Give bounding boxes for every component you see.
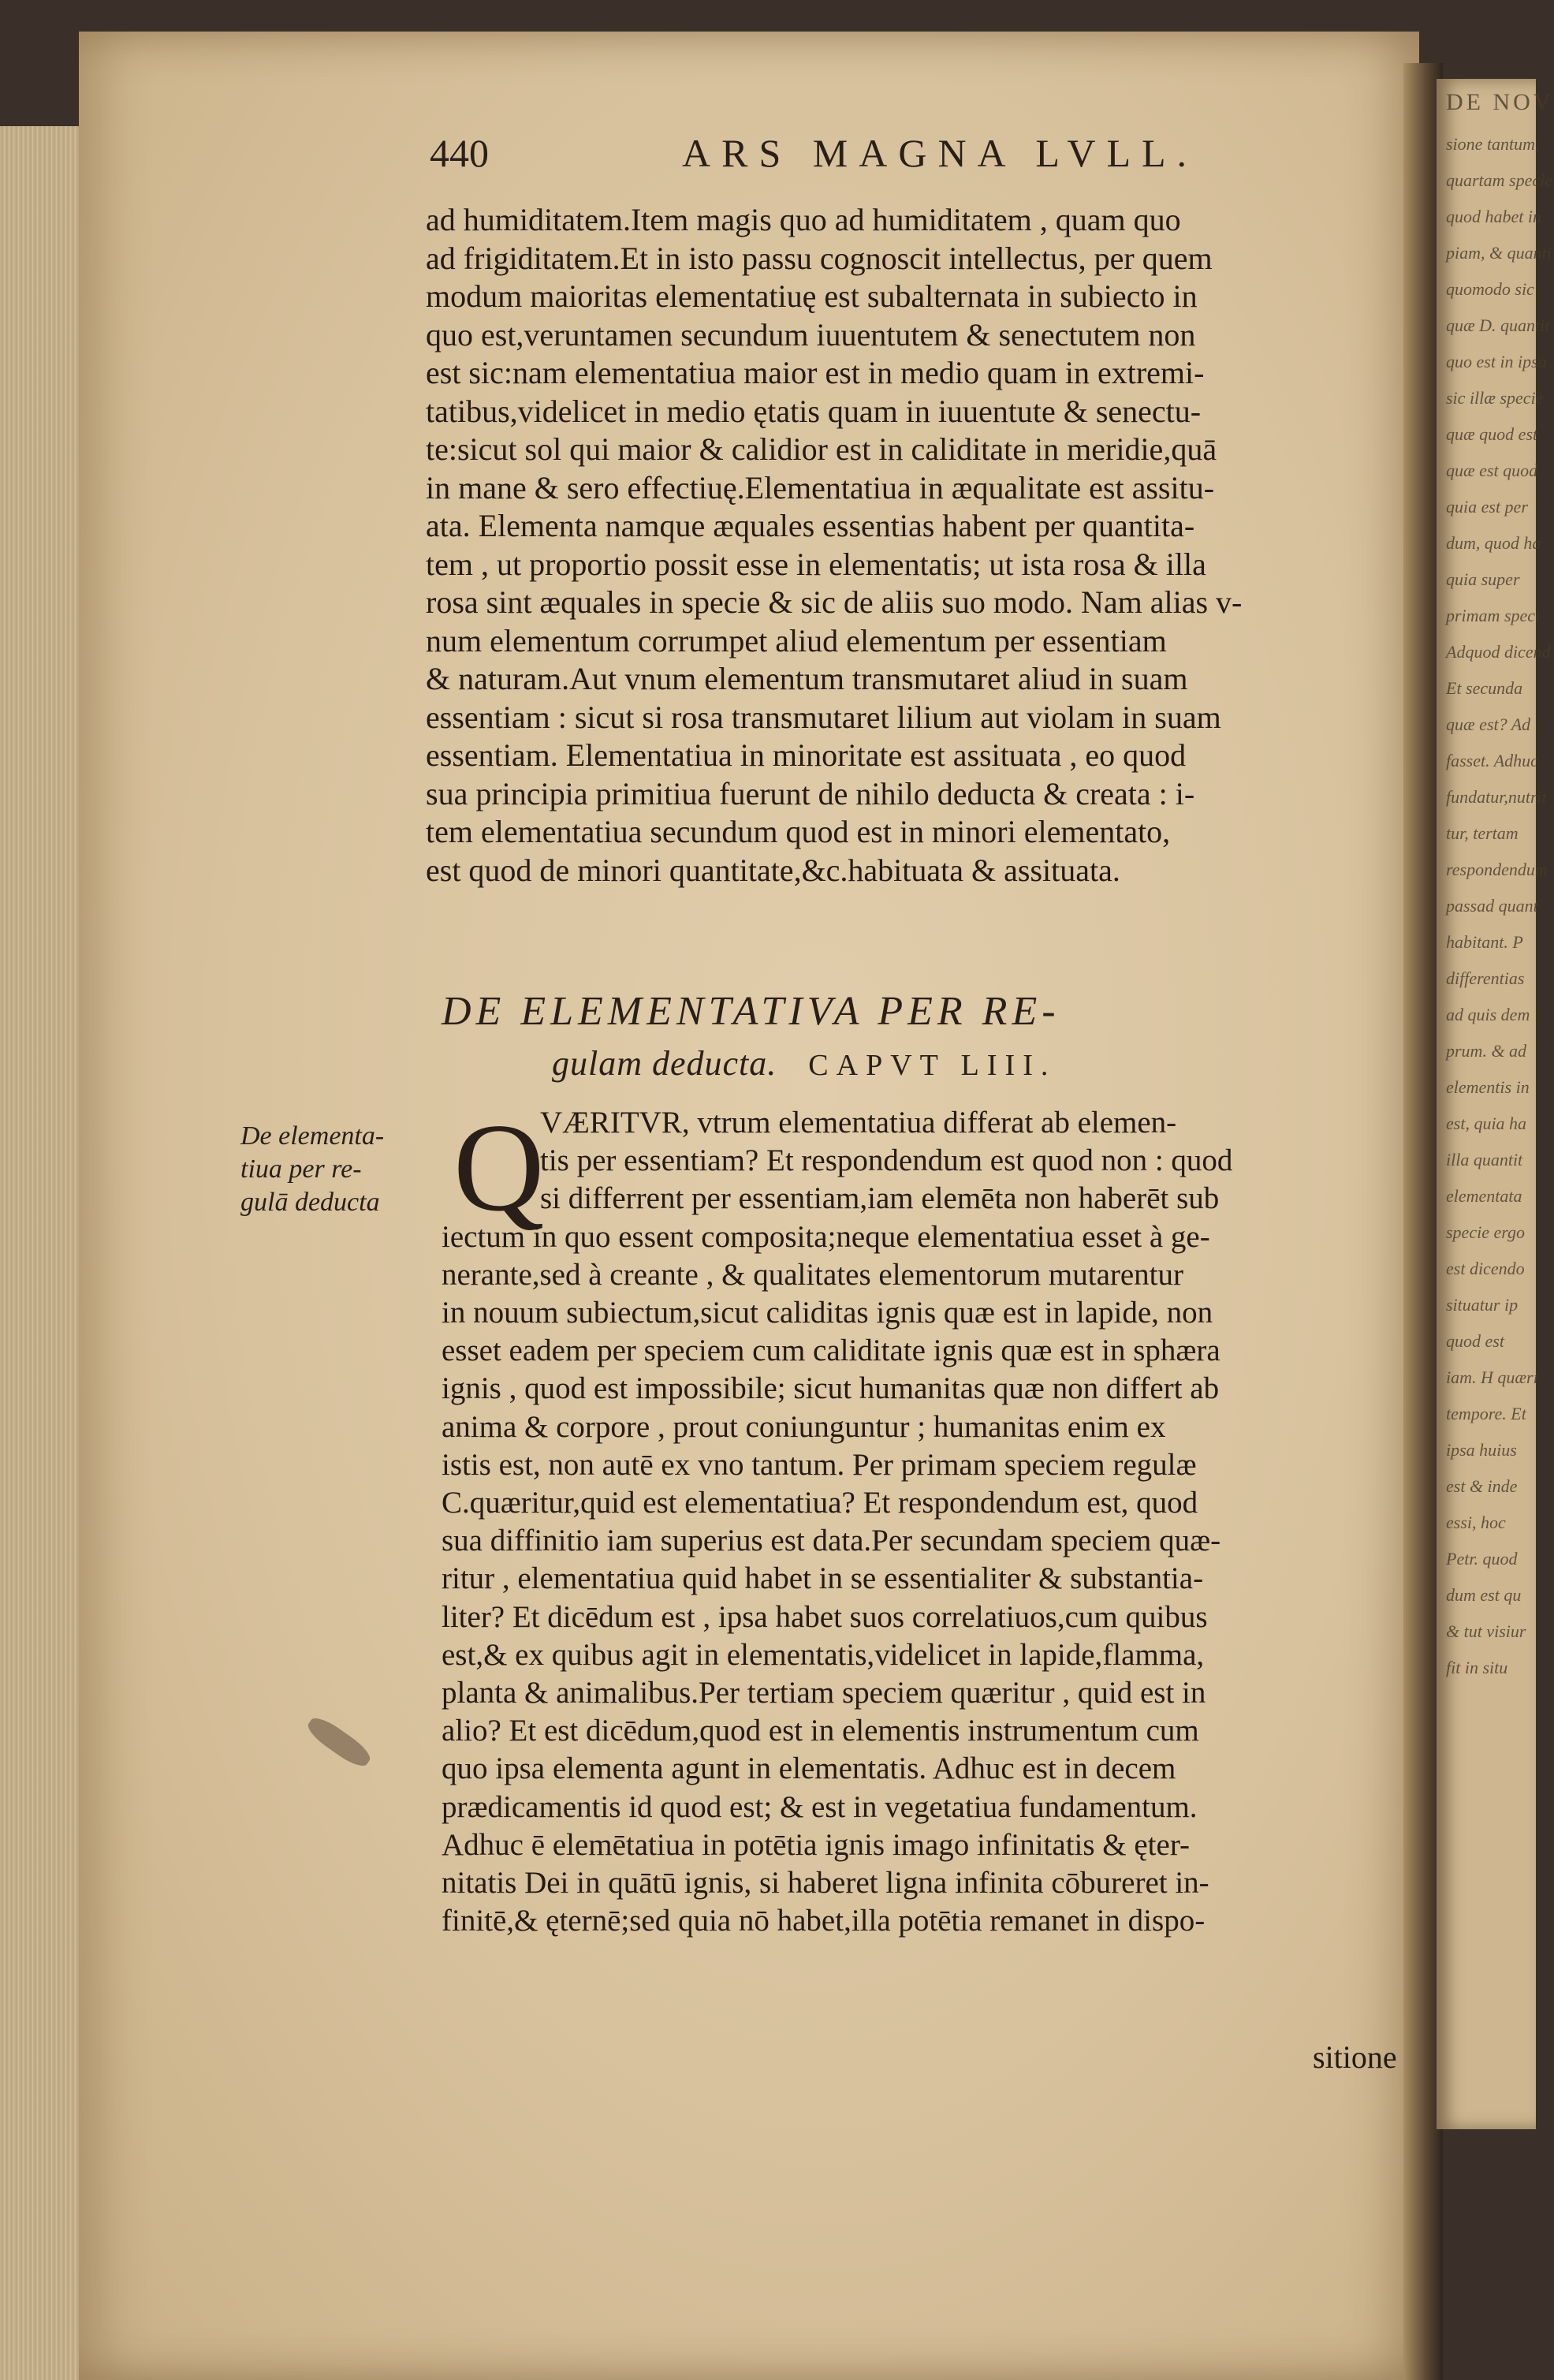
text-line: sua diffinitio iam superius est data.Per secundam speciem quæ- xyxy=(442,1524,1221,1558)
page-header xyxy=(430,130,1455,177)
text-line: quo est,veruntamen secundum iuuentutem & senectutem non xyxy=(426,316,1196,353)
facing-page-line: quæ est? Ad xyxy=(1446,714,1531,734)
facing-page-line: quartam specie xyxy=(1446,170,1553,190)
text-line: Adhuc ē elemētatiua in potētia ignis imago infinitatis & ęter- xyxy=(442,1827,1191,1862)
text-line: modum maioritas elementatiuę est subalternata in subiecto in xyxy=(426,278,1198,314)
text-line: nitatis Dei in quātū ignis, si haberet ligna infinita cōbureret in- xyxy=(442,1866,1209,1901)
drop-cap: Q xyxy=(453,1097,545,1237)
text-line: si differrent per essentiam,iam elemēta non haberēt sub xyxy=(540,1181,1220,1216)
facing-page-lines xyxy=(1437,126,1553,1686)
text-line: quo ipsa elementa agunt in elementatis. Adhuc est in decem xyxy=(442,1751,1176,1786)
facing-page-line: iam. H quæri xyxy=(1446,1367,1538,1387)
facing-page-line: quæ D. quantit xyxy=(1446,315,1550,335)
text-line: finitē,& ęternē;sed quia nō habet,illa potētia remanet in dispo- xyxy=(442,1904,1206,1938)
text-line: essentiam. Elementatiua in minoritate est assituata , eo quod xyxy=(426,737,1187,773)
facing-page-line: quæ est quod xyxy=(1446,461,1538,480)
facing-page-line: primam speci xyxy=(1446,606,1541,625)
facing-page-line: Et secunda xyxy=(1446,678,1523,698)
facing-page-line: habitant. P xyxy=(1446,932,1523,952)
text-line: VÆRITVR, vtrum elementatiua differat ab elemen- xyxy=(540,1106,1177,1140)
chapter-heading xyxy=(442,986,1427,1091)
text-line: esset eadem per speciem cum caliditate ignis quæ est in sphæra xyxy=(442,1334,1220,1368)
facing-page-line: Adquod dicend xyxy=(1446,642,1551,662)
text-line: tem , ut proportio possit esse in elementatis; ut ista rosa & illa xyxy=(426,546,1206,582)
text-line: te:sicut sol qui maior & calidior est in caliditate in meridie,quā xyxy=(426,431,1217,467)
text-line: rosa sint æquales in specie & sic de aliis suo modo. Nam alias v- xyxy=(426,584,1243,620)
facing-page-line: est, quia ha xyxy=(1446,1114,1527,1133)
facing-page-line: ad quis dem xyxy=(1446,1005,1530,1024)
facing-page-line: tur, tertam xyxy=(1446,823,1519,843)
facing-page-line: fit in situ xyxy=(1446,1658,1508,1677)
facing-page-line: passad quant xyxy=(1446,896,1538,916)
chapter-caput: CAPVT LIII. xyxy=(808,1049,1056,1082)
facing-page-line: quia super xyxy=(1446,569,1520,589)
facing-page-line: quia est per xyxy=(1446,497,1528,517)
facing-page-line: dum, quod ha xyxy=(1446,533,1541,553)
facing-page-line: ipsa huius xyxy=(1446,1440,1517,1460)
text-line: & naturam.Aut vnum elementum transmutaret aliud in suam xyxy=(426,661,1188,696)
facing-page-line: fundatur,nutrit xyxy=(1446,787,1547,807)
text-line: est quod de minori quantitate,&c.habituata & assituata. xyxy=(426,852,1120,888)
facing-page-line: quod est xyxy=(1446,1331,1504,1351)
text-line: ritur , elementatiua quid habet in se essentialiter & substantia- xyxy=(442,1561,1204,1596)
marginal-note-line: gulā deducta xyxy=(240,1188,380,1217)
text-line: prædicamentis id quod est; & est in vegetatiua fundamentum. xyxy=(442,1789,1198,1824)
text-line: est sic:nam elementatiua maior est in medio quam in extremi- xyxy=(426,355,1205,390)
text-line: liter? Et dicēdum est , ipsa habet suos correlatiuos,cum quibus xyxy=(442,1599,1208,1634)
marginal-note xyxy=(240,1120,438,1219)
facing-page-line: specie ergo xyxy=(1446,1222,1525,1242)
facing-page-line: situatur ip xyxy=(1446,1295,1519,1315)
text-line: ad frigiditatem.Et in isto passu cognoscit intellectus, per quem xyxy=(426,240,1213,276)
facing-page-line: sic illæ specie xyxy=(1446,388,1544,408)
text-line: nerante,sed à creante , & qualitates elementorum mutarentur xyxy=(442,1257,1184,1292)
text-line: C.quæritur,quid est elementatiua? Et respondendum est, quod xyxy=(442,1486,1198,1520)
text-line: iectum in quo essent composita;neque elementatiua esset à ge- xyxy=(442,1219,1210,1254)
facing-page-line: respondendum xyxy=(1446,860,1548,879)
facing-page-line: elementata xyxy=(1446,1186,1522,1206)
text-line: planta & animalibus.Per tertiam speciem quæritur , quid est in xyxy=(442,1676,1206,1710)
facing-page-line: est dicendo xyxy=(1446,1259,1525,1278)
running-head: ARS MAGNA LVLL. xyxy=(682,131,1198,175)
facing-page-line: quomodo sic xyxy=(1446,279,1534,299)
chapter-title-line2: gulam deducta. xyxy=(552,1044,777,1083)
text-line: num elementum corrumpet aliud elementum per essentiam xyxy=(426,622,1167,658)
facing-page-line: & tut visiur xyxy=(1446,1621,1526,1641)
facing-page-line: elementis in xyxy=(1446,1077,1530,1097)
text-line: sua principia primitiua fuerunt de nihilo deducta & creata : i- xyxy=(426,775,1195,811)
facing-page-line: sione tantum, xyxy=(1446,134,1540,154)
marginal-note-line: tiua per re- xyxy=(240,1155,362,1184)
paragraph-top xyxy=(426,201,1419,890)
chapter-title-line1: DE ELEMENTATIVA PER RE- xyxy=(442,989,1060,1034)
facing-page-head: DE NOV xyxy=(1446,89,1554,115)
facing-page-line: prum. & ad xyxy=(1446,1041,1527,1061)
chapter-title-line2-wrap xyxy=(442,1038,1427,1091)
facing-page-line: differentias xyxy=(1446,968,1525,988)
page-edge-left xyxy=(0,126,87,2380)
text-line: in nouum subiectum,sicut caliditas ignis quæ est in lapide, non xyxy=(442,1296,1213,1330)
text-line: essentiam : sicut si rosa transmutaret lilium aut violam in suam xyxy=(426,699,1221,735)
text-line: ad humiditatem.Item magis quo ad humiditatem , quam quo xyxy=(426,202,1181,237)
text-line: ignis , quod est impossibile; sicut humanitas quæ non differt ab xyxy=(442,1371,1220,1406)
facing-page-line: Petr. quod xyxy=(1446,1549,1518,1569)
facing-page-line: quæ quod est xyxy=(1446,424,1538,444)
page-number: 440 xyxy=(430,131,489,175)
facing-page-line: quo est in ipsa xyxy=(1446,352,1547,371)
text-line: tis per essentiam? Et respondendum est quod non : quod xyxy=(540,1143,1233,1178)
facing-page-line: dum est qu xyxy=(1446,1585,1522,1605)
text-line: alio? Et est dicēdum,quod est in elementis instrumentum cum xyxy=(442,1714,1199,1748)
text-line: in mane & sero effectiuę.Elementatiua in æqualitate est assitu- xyxy=(426,469,1215,505)
facing-page-line: est & inde xyxy=(1446,1476,1518,1496)
catchword: sitione xyxy=(1313,2039,1397,2075)
facing-page-line: quod habet in xyxy=(1446,207,1541,226)
facing-page-line: piam, & quanti xyxy=(1446,243,1552,263)
facing-page-line: fasset. Adhuc xyxy=(1446,751,1538,770)
facing-page-line: illa quantit xyxy=(1446,1150,1523,1169)
text-line: ata. Elementa namque æquales essentias habent per quantita- xyxy=(426,508,1195,543)
text-line: tem elementatiua secundum quod est in minori elementato, xyxy=(426,814,1171,849)
text-line: istis est, non autē ex vno tantum. Per primam speciem regulæ xyxy=(442,1447,1197,1482)
text-line: est,& ex quibus agit in elementatis,videlicet in lapide,flamma, xyxy=(442,1637,1205,1672)
facing-page-line: essi, hoc xyxy=(1446,1513,1506,1532)
text-line: tatibus,videlicet in medio ętatis quam in iuuentute & senectu- xyxy=(426,393,1202,429)
text-line: anima & corpore , prout coniunguntur ; humanitas enim ex xyxy=(442,1409,1166,1444)
facing-page-fragment xyxy=(1437,79,1554,2129)
facing-page-line: tempore. Et xyxy=(1446,1404,1526,1423)
paragraph-chapter xyxy=(442,1097,1419,1940)
marginal-note-line: De elementa- xyxy=(240,1121,385,1151)
